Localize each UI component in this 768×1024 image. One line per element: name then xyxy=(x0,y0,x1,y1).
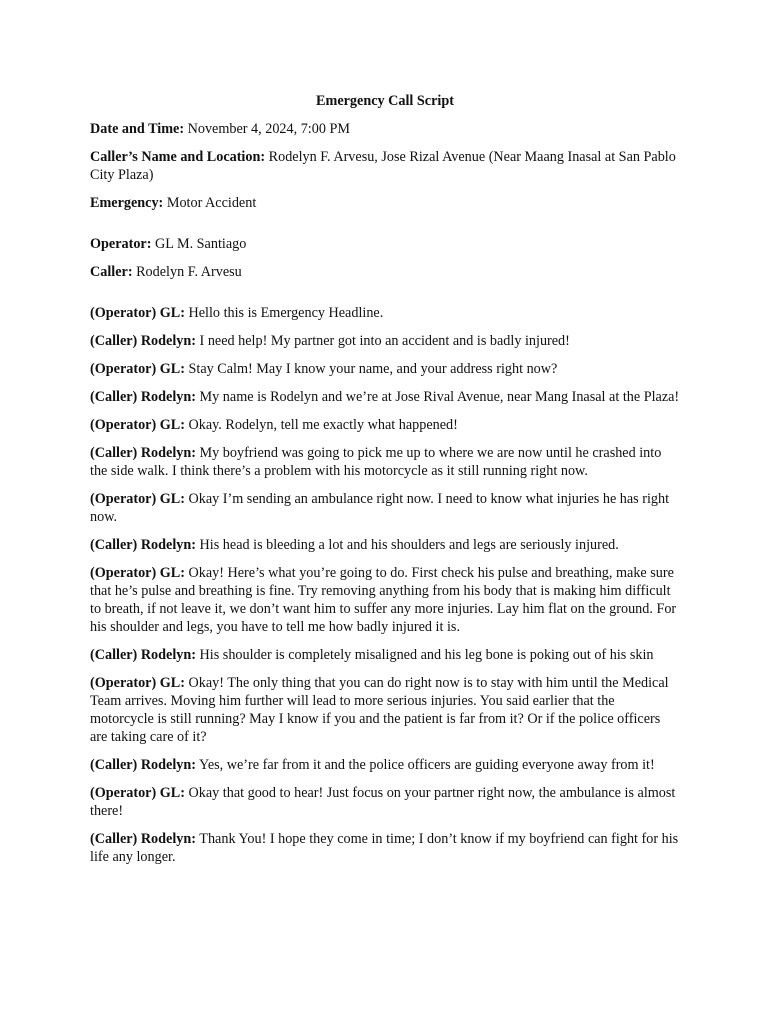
field-label: Emergency: xyxy=(90,195,164,211)
utterance: His shoulder is completely misaligned and his leg bone is poking out of his skin xyxy=(199,647,654,663)
spacer xyxy=(90,291,680,304)
field-value: November 4, 2024, 7:00 PM xyxy=(187,121,350,137)
dialogue-line xyxy=(90,646,680,664)
field-label: Operator: xyxy=(90,236,152,252)
spacer xyxy=(90,222,680,235)
participant-operator xyxy=(90,235,680,253)
dialogue-line xyxy=(90,564,680,636)
field-value: Motor Accident xyxy=(166,195,257,211)
utterance: My boyfriend was going to pick me up to where we are now until he crashed into the side walk. I think there’s a problem with his motorcycle as it still running right now. xyxy=(90,445,662,479)
header-emergency xyxy=(90,194,680,212)
dialogue-line xyxy=(90,416,680,434)
speaker: (Operator) GL: xyxy=(90,565,185,581)
speaker: (Operator) GL: xyxy=(90,305,185,321)
speaker: (Caller) Rodelyn: xyxy=(90,757,196,773)
speaker: (Caller) Rodelyn: xyxy=(90,831,196,847)
utterance: Stay Calm! May I know your name, and your address right now? xyxy=(188,361,558,377)
field-value: GL M. Santiago xyxy=(155,236,247,252)
field-value: Rodelyn F. Arvesu xyxy=(136,264,242,280)
dialogue-line xyxy=(90,536,680,554)
utterance: Okay I’m sending an ambulance right now. I need to know what injuries he has right now. xyxy=(90,491,670,525)
field-label: Caller: xyxy=(90,264,133,280)
speaker: (Operator) GL: xyxy=(90,675,185,691)
dialogue-line xyxy=(90,332,680,350)
speaker: (Caller) Rodelyn: xyxy=(90,389,196,405)
utterance: Yes, we’re far from it and the police officers are guiding everyone away from it! xyxy=(199,757,655,773)
document-page xyxy=(90,92,680,876)
speaker: (Caller) Rodelyn: xyxy=(90,647,196,663)
speaker: (Operator) GL: xyxy=(90,785,185,801)
dialogue xyxy=(90,304,680,866)
utterance: Hello this is Emergency Headline. xyxy=(188,305,384,321)
utterance: His head is bleeding a lot and his shoulders and legs are seriously injured. xyxy=(199,537,619,553)
utterance: Okay! The only thing that you can do right now is to stay with him until the Medical Team arrives. Moving him further will lead to more serious injuries. You said earlier that the motorcycle is still running? May I know if you and the patient is far from it? Or if the police officers are taking care of it? xyxy=(90,675,669,745)
header-date-time xyxy=(90,120,680,138)
dialogue-line xyxy=(90,674,680,746)
dialogue-line xyxy=(90,784,680,820)
field-label: Date and Time: xyxy=(90,121,185,137)
header-caller-location xyxy=(90,148,680,184)
speaker: (Caller) Rodelyn: xyxy=(90,333,196,349)
utterance: Okay that good to hear! Just focus on your partner right now, the ambulance is almost there! xyxy=(90,785,676,819)
speaker: (Caller) Rodelyn: xyxy=(90,445,196,461)
utterance: Okay. Rodelyn, tell me exactly what happened! xyxy=(188,417,458,433)
speaker: (Operator) GL: xyxy=(90,417,185,433)
utterance: Okay! Here’s what you’re going to do. First check his pulse and breathing, make sure that he’s pulse and breathing is fine. Try removing anything from his body that is making him difficult to breath, if not leave it, we don’t want him to suffer any more injuries. Lay him flat on the ground. For his shoulder and legs, you have to tell me how badly injured it is. xyxy=(90,565,677,635)
document-title: Emergency Call Script xyxy=(316,93,454,109)
participant-caller xyxy=(90,263,680,281)
speaker: (Caller) Rodelyn: xyxy=(90,537,196,553)
speaker: (Operator) GL: xyxy=(90,491,185,507)
dialogue-line xyxy=(90,444,680,480)
dialogue-line xyxy=(90,388,680,406)
field-label: Caller’s Name and Location: xyxy=(90,149,266,165)
utterance: My name is Rodelyn and we’re at Jose Rival Avenue, near Mang Inasal at the Plaza! xyxy=(199,389,680,405)
utterance: Thank You! I hope they come in time; I don’t know if my boyfriend can fight for his life any longer. xyxy=(90,831,679,865)
dialogue-line xyxy=(90,490,680,526)
dialogue-line xyxy=(90,830,680,866)
speaker: (Operator) GL: xyxy=(90,361,185,377)
dialogue-line xyxy=(90,756,680,774)
dialogue-line xyxy=(90,304,680,322)
dialogue-line xyxy=(90,360,680,378)
utterance: I need help! My partner got into an accident and is badly injured! xyxy=(199,333,570,349)
field-value: Rodelyn F. Arvesu, Jose Rizal Avenue (Near Maang Inasal at San Pablo City Plaza) xyxy=(90,149,676,183)
